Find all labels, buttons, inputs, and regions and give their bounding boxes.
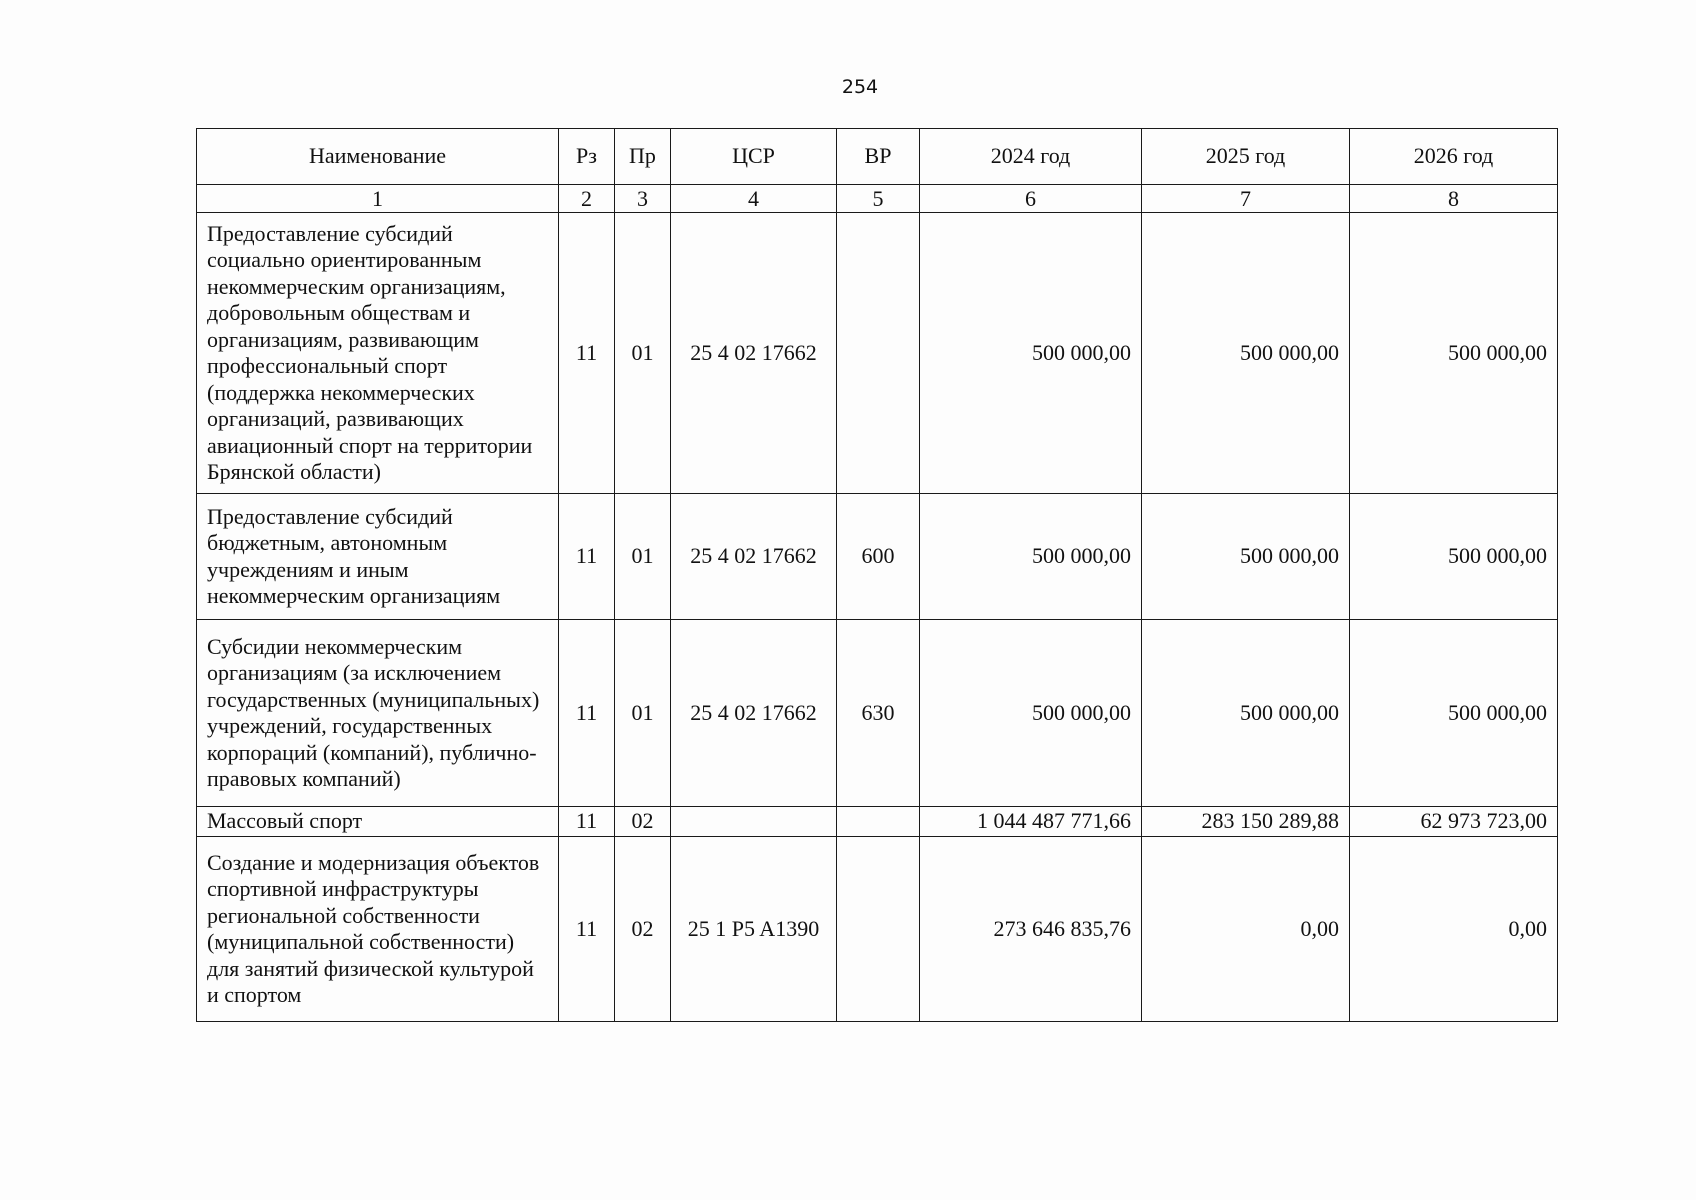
row-name: Предоставление субсидий социально ориентированным некоммерческим организациям, добровольным обществам и организациям, развивающим профессиональный спорт (поддержка некоммерческих организаций, развивающих авиационный спорт на территории Брянской области): [197, 213, 559, 494]
column-number: 1: [197, 185, 559, 213]
table-row: [197, 620, 1558, 807]
row-vr: 630: [837, 620, 920, 807]
row-amount-2025: 500 000,00: [1142, 494, 1350, 620]
row-csr: [671, 807, 837, 837]
budget-table: [196, 128, 1558, 1022]
row-vr: [837, 213, 920, 494]
row-vr: 600: [837, 494, 920, 620]
table-row: [197, 837, 1558, 1022]
header-2026: 2026 год: [1350, 129, 1558, 185]
table-row: [197, 494, 1558, 620]
row-amount-2024: 1 044 487 771,66: [920, 807, 1142, 837]
row-name: Массовый спорт: [197, 807, 559, 837]
row-amount-2026: 500 000,00: [1350, 213, 1558, 494]
row-pr: 01: [615, 494, 671, 620]
row-pr: 01: [615, 213, 671, 494]
table-row: [197, 213, 1558, 494]
column-number: 3: [615, 185, 671, 213]
table-row: [197, 807, 1558, 837]
row-csr: 25 1 P5 A1390: [671, 837, 837, 1022]
row-amount-2024: 500 000,00: [920, 494, 1142, 620]
row-amount-2026: 0,00: [1350, 837, 1558, 1022]
row-csr: 25 4 02 17662: [671, 213, 837, 494]
row-amount-2024: 273 646 835,76: [920, 837, 1142, 1022]
row-name: Субсидии некоммерческим организациям (за исключением государственных (муниципальных) учреждений, государственных корпораций (компаний), публично-правовых компаний): [197, 620, 559, 807]
column-number: 7: [1142, 185, 1350, 213]
header-vr: ВР: [837, 129, 920, 185]
row-amount-2025: 0,00: [1142, 837, 1350, 1022]
column-number: 5: [837, 185, 920, 213]
row-pr: 02: [615, 837, 671, 1022]
row-name: Предоставление субсидий бюджетным, автономным учреждениям и иным некоммерческим организациям: [197, 494, 559, 620]
header-csr: ЦСР: [671, 129, 837, 185]
row-amount-2024: 500 000,00: [920, 620, 1142, 807]
row-name: Создание и модернизация объектов спортивной инфраструктуры региональной собственности (муниципальной собственности) для занятий физической культурой и спортом: [197, 837, 559, 1022]
row-amount-2026: 500 000,00: [1350, 494, 1558, 620]
row-vr: [837, 807, 920, 837]
row-amount-2026: 500 000,00: [1350, 620, 1558, 807]
table-header-row: [197, 129, 1558, 185]
column-number: 4: [671, 185, 837, 213]
column-number: 6: [920, 185, 1142, 213]
row-amount-2025: 500 000,00: [1142, 213, 1350, 494]
row-amount-2025: 500 000,00: [1142, 620, 1350, 807]
row-rz: 11: [559, 213, 615, 494]
header-pr: Пр: [615, 129, 671, 185]
column-number-row: [197, 185, 1558, 213]
row-vr: [837, 837, 920, 1022]
row-rz: 11: [559, 494, 615, 620]
row-amount-2025: 283 150 289,88: [1142, 807, 1350, 837]
row-amount-2026: 62 973 723,00: [1350, 807, 1558, 837]
header-2025: 2025 год: [1142, 129, 1350, 185]
row-pr: 02: [615, 807, 671, 837]
column-number: 8: [1350, 185, 1558, 213]
row-amount-2024: 500 000,00: [920, 213, 1142, 494]
header-rz: Рз: [559, 129, 615, 185]
row-csr: 25 4 02 17662: [671, 620, 837, 807]
row-rz: 11: [559, 807, 615, 837]
row-rz: 11: [559, 837, 615, 1022]
row-csr: 25 4 02 17662: [671, 494, 837, 620]
page-number: 254: [841, 76, 879, 98]
header-2024: 2024 год: [920, 129, 1142, 185]
row-rz: 11: [559, 620, 615, 807]
column-number: 2: [559, 185, 615, 213]
header-name: Наименование: [197, 129, 559, 185]
row-pr: 01: [615, 620, 671, 807]
